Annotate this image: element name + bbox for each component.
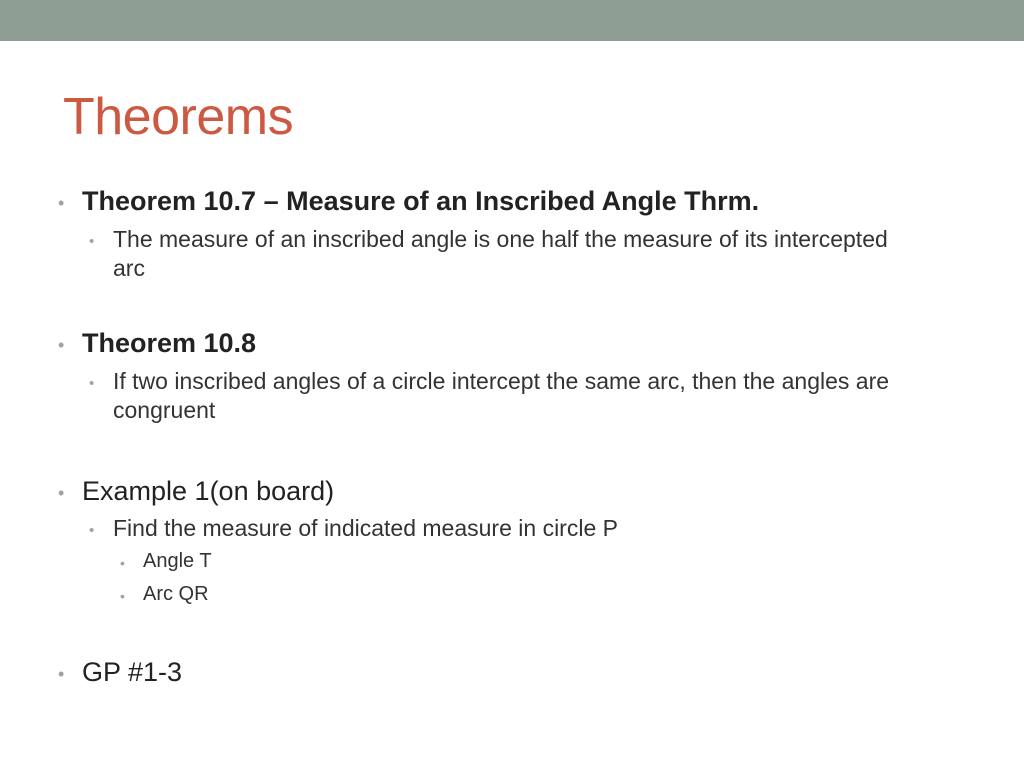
top-accent-bar — [0, 0, 1024, 41]
bullet-text: Theorem 10.7 – Measure of an Inscribed Angle Thrm. — [82, 186, 760, 216]
bullet-icon: • — [89, 375, 95, 392]
sub-bullet-text: Find the measure of indicated measure in circle P — [113, 515, 618, 541]
bullet-icon: • — [58, 664, 65, 684]
sub-sub-bullet-text: Angle T — [143, 550, 212, 572]
bullet-icon: • — [89, 233, 95, 250]
bullet-icon: • — [120, 555, 125, 571]
bullet-icon: • — [89, 522, 95, 539]
sub-sub-bullet-text: Arc QR — [143, 583, 209, 605]
sub-bullet-text: The measure of an inscribed angle is one half the measure of its intercepted arc — [113, 226, 888, 281]
bullet-icon: • — [58, 335, 65, 355]
bullet-icon: • — [120, 588, 125, 604]
bullet-text: Theorem 10.8 — [82, 328, 257, 358]
bullet-icon: • — [58, 483, 65, 503]
bullet-text: GP #1-3 — [82, 657, 183, 687]
sub-bullet-text: If two inscribed angles of a circle intercept the same arc, then the angles are congruent — [113, 368, 890, 423]
bullet-icon: • — [58, 193, 65, 213]
bullet-text: Example 1(on board) — [82, 476, 335, 506]
slide-title: Theorems — [63, 88, 294, 146]
